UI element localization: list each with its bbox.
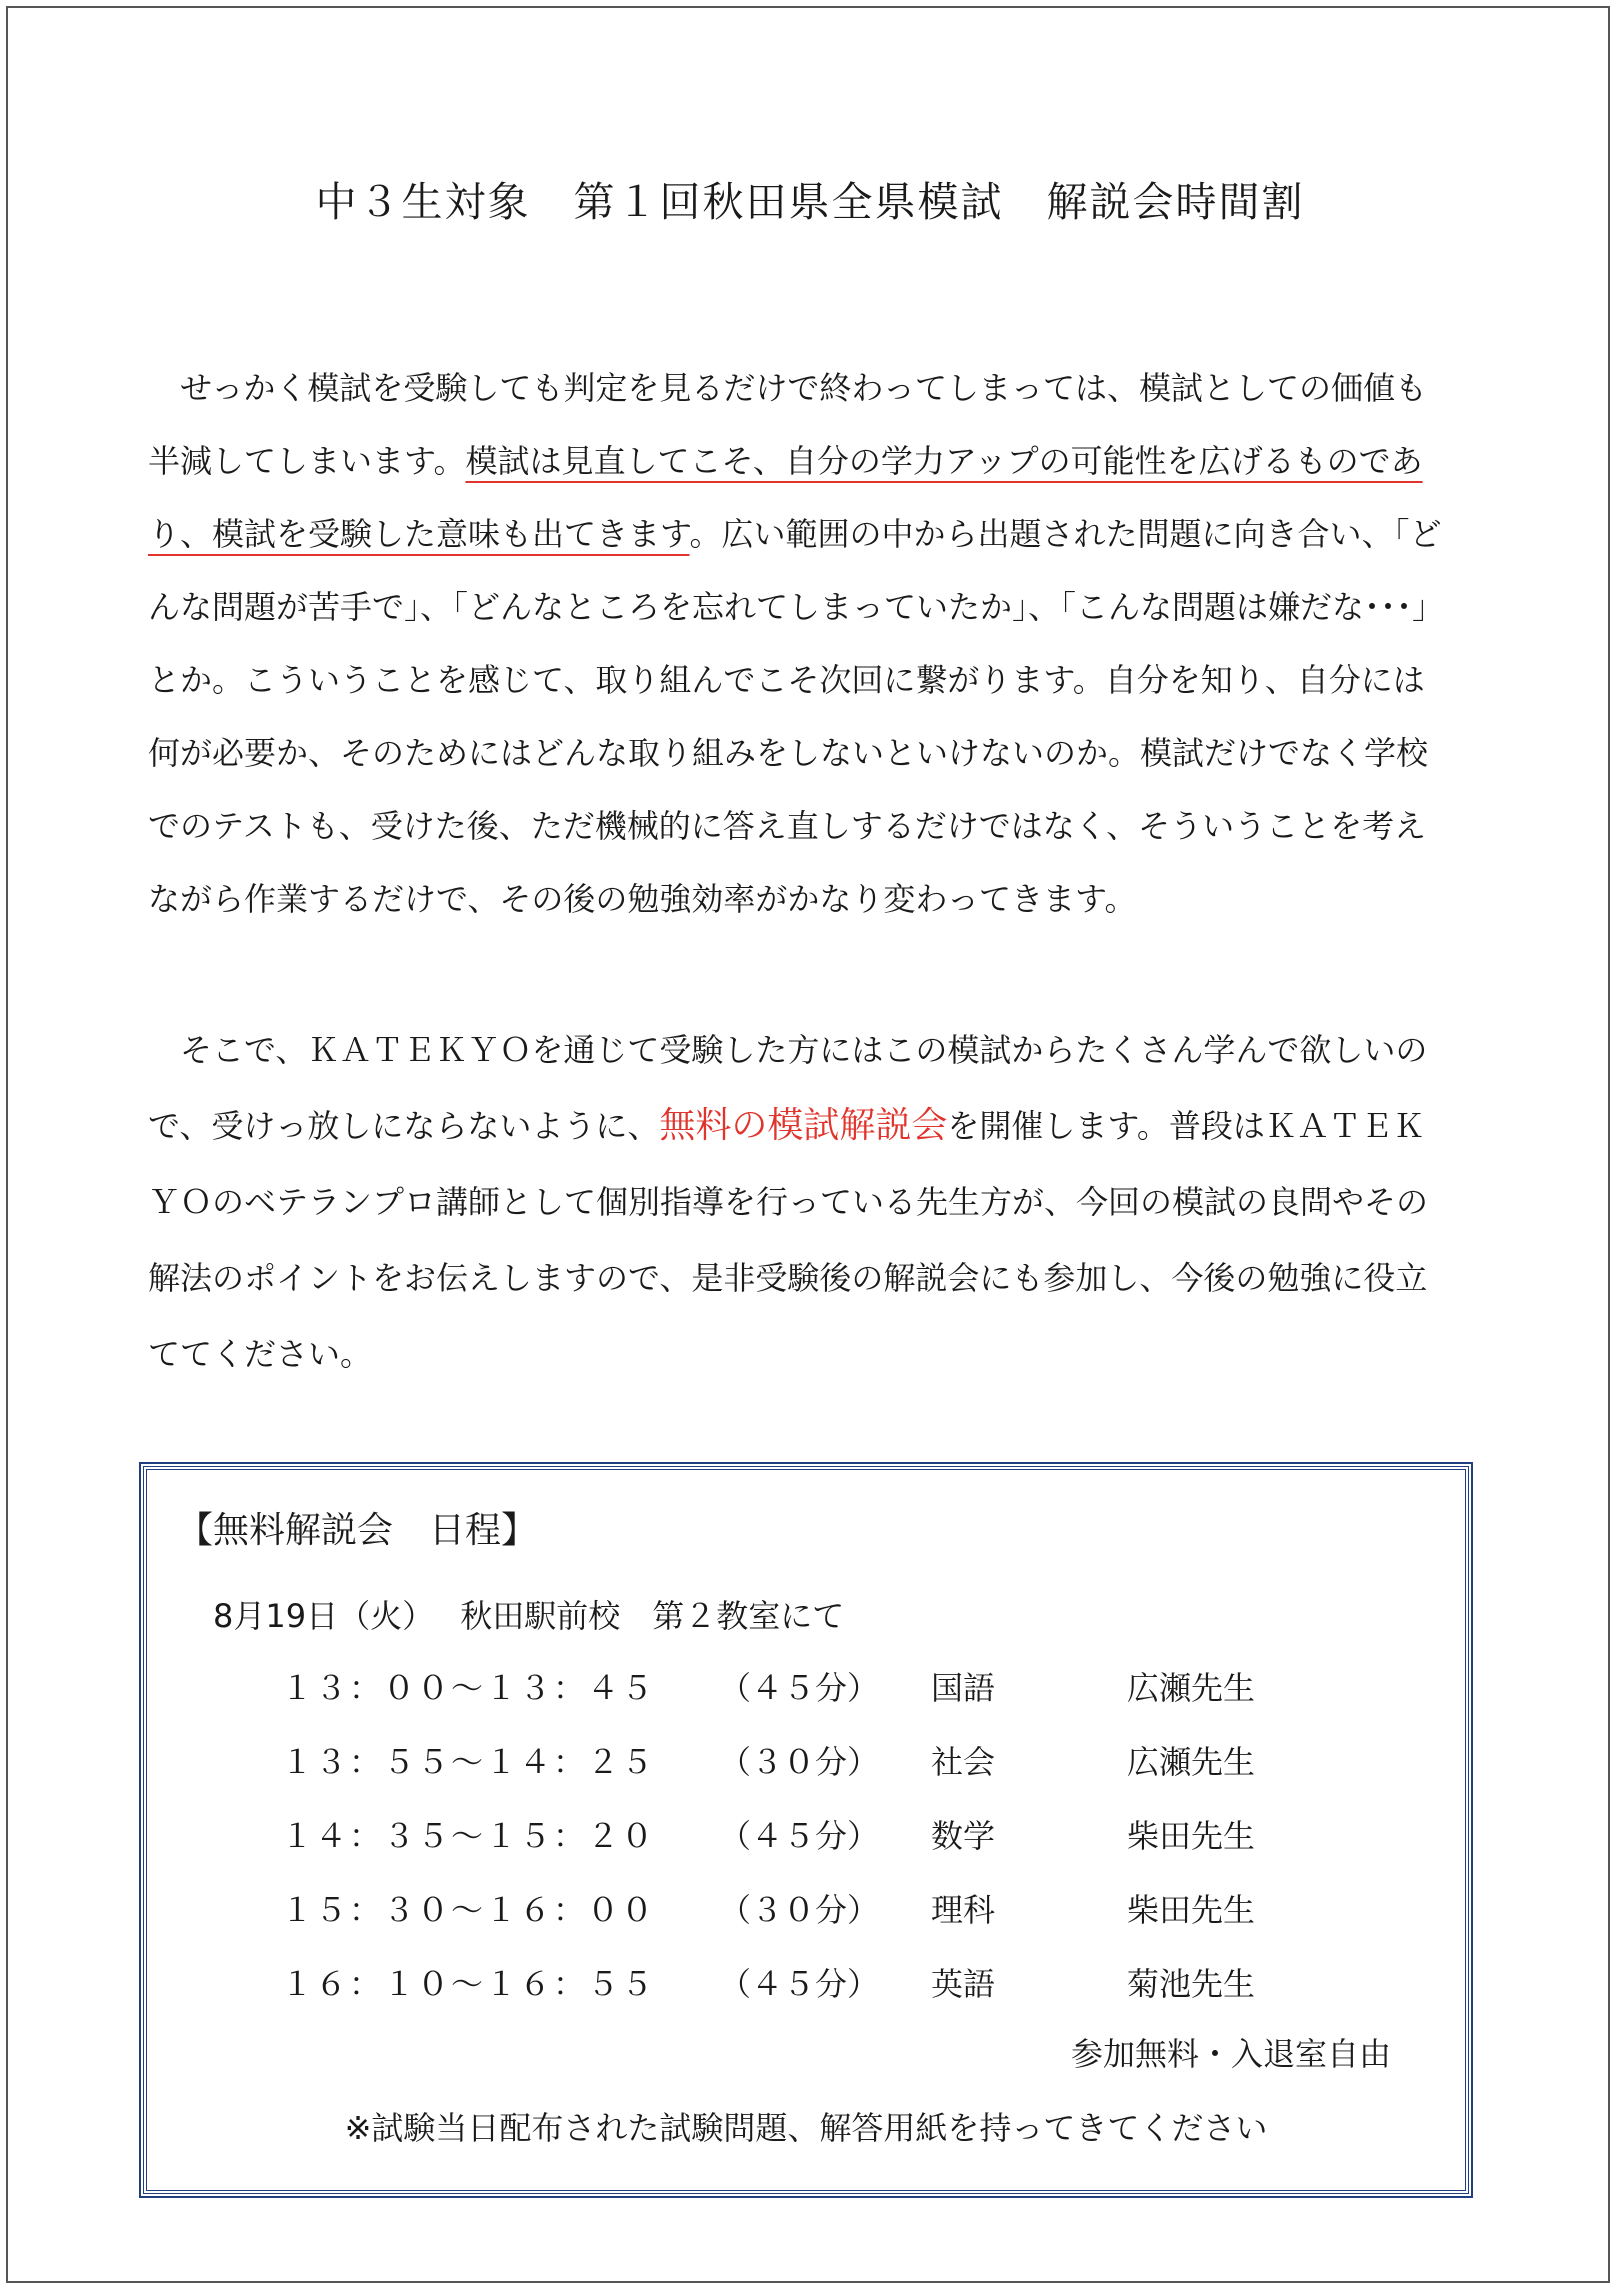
paragraph-line [148, 352, 1468, 425]
paragraph-line [148, 1316, 1468, 1392]
paragraph-line [148, 1012, 1468, 1088]
page-title: 中３生対象 第１回秋田県全県模試 解説会時間割 [315, 178, 1305, 226]
text-run: ながら作業するだけで、その後の勉強効率がかなり変わってきます。 [148, 880, 1137, 918]
text-run: を開催します。普段はＫＡＴＥＫ [947, 1107, 1425, 1145]
schedule-row [147, 1886, 1465, 1960]
schedule-date-location: 8月19日（火） 秋田駅前校 第２教室にて [213, 1597, 845, 1635]
underlined-emphasis: り、模試を受験した意味も出てきます [148, 515, 690, 553]
text-run: で、受けっ放しにならないように、 [148, 1107, 660, 1145]
session-subject: 理科 [931, 1891, 996, 1929]
schedule-row [147, 1812, 1465, 1886]
text-run: 解法のポイントをお伝えしますので、是非受験後の解説会にも参加し、今後の勉強に役立 [148, 1259, 1428, 1297]
paragraph-line [148, 571, 1468, 644]
schedule-table [147, 1664, 1465, 2034]
session-duration: （４５分） [719, 1965, 880, 2003]
session-time: １４：３５～１５：２０ [281, 1817, 656, 1855]
paragraph-line [148, 717, 1468, 790]
paragraph-line [148, 644, 1468, 717]
session-time: １５：３０～１６：００ [281, 1891, 656, 1929]
schedule-box [143, 1466, 1469, 2194]
text-run: んな問題が苦手で」、「どんなところを忘れてしまっていたか」、「こんな問題は嫌だな･･･」 [148, 588, 1445, 626]
session-duration: （３０分） [719, 1743, 880, 1781]
session-teacher: 広瀬先生 [1127, 1669, 1256, 1707]
session-teacher: 菊池先生 [1127, 1965, 1256, 2003]
bring-materials-note: ※試験当日配布された試験問題、解答用紙を持ってきてください [344, 2109, 1268, 2147]
text-run: せっかく模試を受験しても判定を見るだけで終わってしまっては、模試としての価値も [148, 369, 1428, 407]
session-duration: （４５分） [719, 1669, 880, 1707]
session-subject: 国語 [931, 1669, 996, 1707]
session-subject: 英語 [931, 1965, 996, 2003]
second-paragraph [148, 1012, 1468, 1392]
schedule-row [147, 1738, 1465, 1812]
session-duration: （４５分） [719, 1817, 880, 1855]
paragraph-line [148, 1164, 1468, 1240]
text-run: そこで、ＫＡＴＥＫＹＯを通じて受験した方にはこの模試からたくさん学んで欲しいの [148, 1031, 1428, 1069]
session-time: １６：１０～１６：５５ [281, 1965, 656, 2003]
session-teacher: 広瀬先生 [1127, 1743, 1256, 1781]
schedule-row [147, 1664, 1465, 1738]
text-run: とか。こういうことを感じて、取り組んでこそ次回に繋がります。自分を知り、自分には [148, 661, 1425, 699]
text-run: 半減してしまいます。 [148, 442, 466, 480]
intro-paragraph [148, 352, 1468, 936]
paragraph-line [148, 498, 1468, 571]
session-duration: （３０分） [719, 1891, 880, 1929]
paragraph-line [148, 790, 1468, 863]
free-seminar-highlight: 無料の模試解説会 [659, 1105, 948, 1146]
text-run: 。広い範囲の中から出題された問題に向き合い、「ど [689, 515, 1442, 553]
schedule-heading: 【無料解説会 日程】 [177, 1510, 538, 1551]
paragraph-line [148, 1088, 1468, 1164]
paragraph-line [148, 863, 1468, 936]
paragraph-line [148, 425, 1468, 498]
text-run: でのテストも、受けた後、ただ機械的に答え直しするだけではなく、そういうことを考え [148, 807, 1427, 845]
free-admission-note: 参加無料・入退室自由 [1070, 2035, 1391, 2073]
session-subject: 社会 [931, 1743, 996, 1781]
underlined-emphasis: 模試は見直してこそ、自分の学力アップの可能性を広げるものであ [465, 442, 1423, 480]
text-run: 何が必要か、そのためにはどんな取り組みをしないといけないのか。模試だけでなく学校 [148, 734, 1429, 772]
session-teacher: 柴田先生 [1127, 1817, 1256, 1855]
schedule-row [147, 1960, 1465, 2034]
text-run: ＹＯのベテランプロ講師として個別指導を行っている先生方が、今回の模試の良問やその [148, 1183, 1429, 1221]
paragraph-line [148, 1240, 1468, 1316]
session-time: １３：００～１３：４５ [281, 1669, 656, 1707]
session-subject: 数学 [931, 1817, 996, 1855]
session-teacher: 柴田先生 [1127, 1891, 1256, 1929]
text-run: ててください。 [148, 1335, 373, 1373]
session-time: １３：５５～１４：２５ [281, 1743, 656, 1781]
